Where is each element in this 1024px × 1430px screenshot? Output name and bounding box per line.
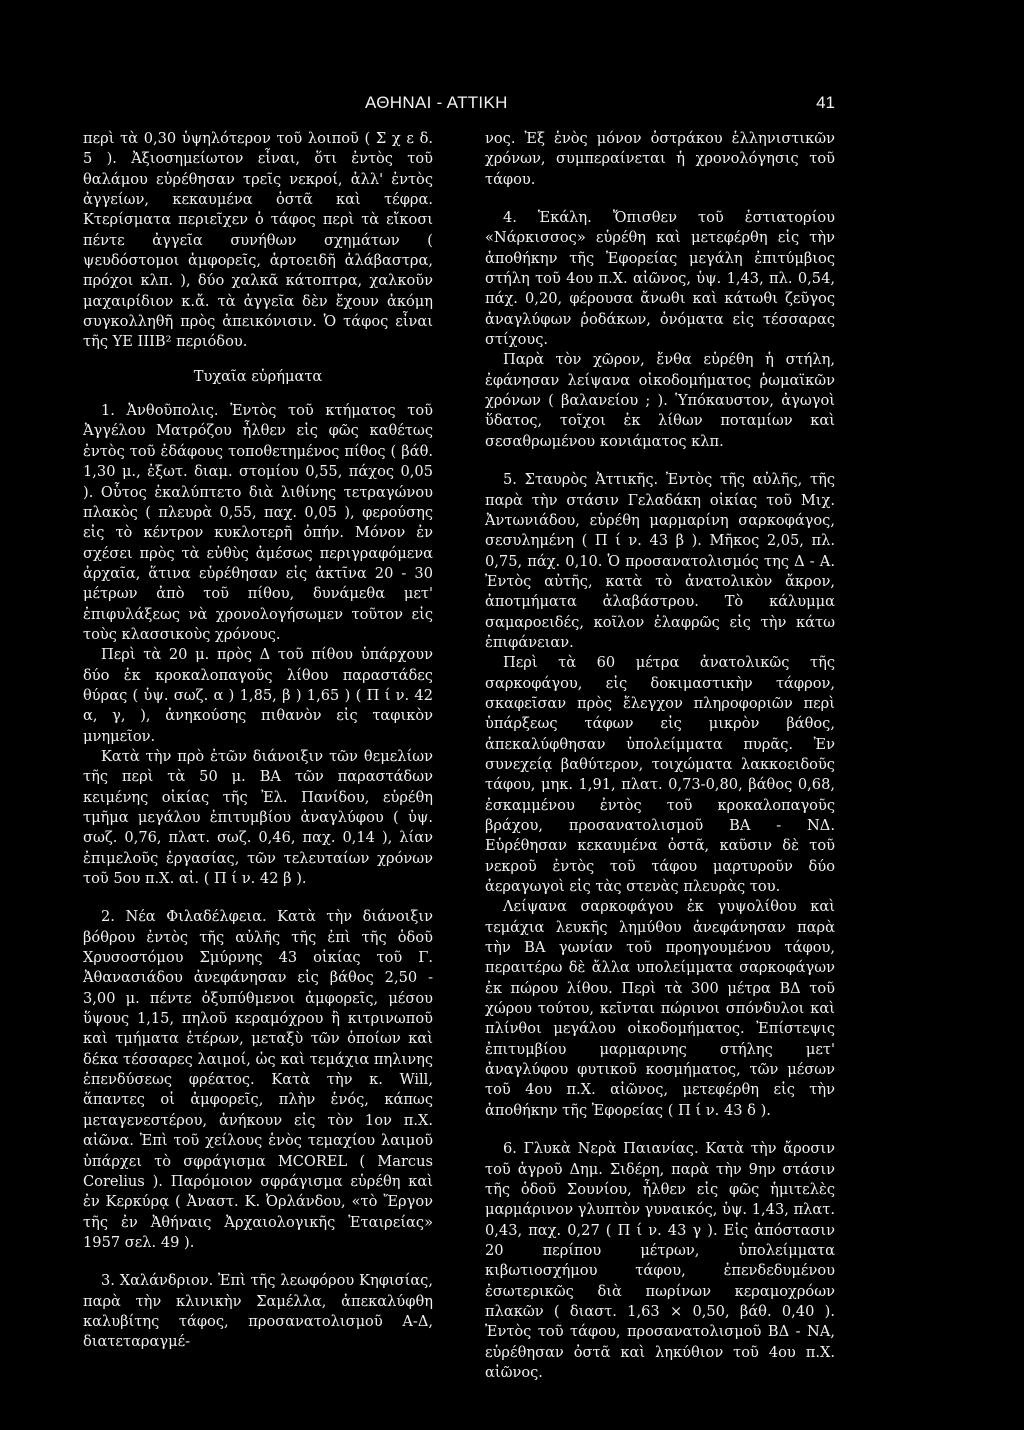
paragraph: περὶ τὰ 0,30 ὑψηλότερον τοῦ λοιποῦ ( Σ χ ε δ. 5 ). Ἀξιοσημείωτον εἶναι, ὅτι ἐντὸς τοῦ θαλάμου εὑρέθησαν τρεῖς νεκροί, ἀλλ' ἐντὸς ἀγγείων, κεκαυμένα ὀστᾶ καὶ τέφρα. Κτερίσματα περιεῖχεν ὁ τάφος περὶ τὰ εἴκοσι πέντε ἀγγεῖα συνήθων σχημάτων ( ψευδόστομοι ἀμφορεῖς, ἀρτοειδῆ ἀλάβαστρα, πρόχοι κλπ. ), δύο χαλκᾶ κάτοπτρα, χαλκοῦν μαχαιρίδιον κ.ἄ. τὰ ἀγγεῖα δὲν ἔχουν ἀκόμη συγκολληθῆ πρὸς ἀπεικόνισιν. Ὁ τάφος εἶναι τῆς ΥΕ ΙΙΙΒ² περιόδου. [83,130,433,351]
left-column [83,129,433,1353]
paragraph: Παρὰ τὸν χῶρον, ἔνθα εὑρέθη ἡ στήλη, ἐφάνησαν λείψανα οἰκοδομήματος ῥωμαϊκῶν χρόνων ( βαλανείου ; ). Ὑπόκαυστον, ἀγωγοὶ ὕδατος, τοῖχοι ἐκ λίθων ποταμίων καὶ σεσαθρωμένου κονιάματος κλπ. [485,351,835,450]
page-number: 41 [816,93,835,112]
paragraph: 5. Σταυρὸς Ἀττικῆς. Ἐντὸς τῆς αὐλῆς, τῆς παρὰ τὴν στάσιν Γελαδάκη οἰκίας τοῦ Μιχ. Ἀντωνιάδου, εὑρέθη μαρμαρίνη σαρκοφάγος, σεσυλημένη ( Π ί ν. 43 β ). Μῆκος 2,05, πλ. 0,75, πάχ. 0,10. Ὁ προσανατολισμός της Δ - Α. Ἐντὸς αὐτῆς, κατὰ τὸ ἀνατολικὸν ἄκρον, ἀποτμήματα ἀλαβάστρου. Τὸ κάλυμμα σαμαροειδές, κοῖλον ἐλαφρῶς εἰς τὴν κάτω ἐπιφάνειαν. [485,471,835,651]
running-title: ΑΘΗΝΑΙ - ΑΤΤΙΚΗ [365,93,508,112]
paragraph: 4. Ἑκάλη. Ὄπισθεν τοῦ ἑστιατορίου «Νάρκισσος» εὑρέθη καὶ μετεφέρθη εἰς τὴν ἀποθήκην τῆς Ἐφορείας μεγάλη ἐπιτύμβιος στήλη τοῦ 4ου π.Χ. αἰῶνος, ὑψ. 1,43, πλ. 0,54, πάχ. 0,20, φέρουσα ἄνωθι καὶ κάτωθι ζεῦγος ἀναγλύφων ῥοδάκων, ὀνόματα εἰς τέσσαρας στίχους. [485,209,835,349]
paragraph: Κατὰ τὴν πρὸ ἐτῶν διάνοιξιν τῶν θεμελίων τῆς περὶ τὰ 50 μ. ΒΑ τῶν παραστάδων κειμένης οἰκίας τῆς Ἐλ. Πανίδου, εὑρέθη τμῆμα μεγάλου ἐπιτυμβίου ἀναγλύφου ( ὑψ. σωζ. 0,76, πλατ. σωζ. 0,46, παχ. 0,14 ), λίαν ἐπιμελοῦς ἐργασίας, τῶν τελευταίων χρόνων τοῦ 5ου π.Χ. αἰ. ( Π ί ν. 42 β ). [83,747,433,888]
paragraph: 6. Γλυκὰ Νερὰ Παιανίας. Κατὰ τὴν ἄροσιν τοῦ ἀγροῦ Δημ. Σιδέρη, παρὰ τὴν 9ην στάσιν τῆς ὁδοῦ Σουνίου, ἦλθεν εἰς φῶς ἡμιτελὲς μαρμάρινον γλυπτὸν γυναικός, ὑψ. 1,43, πλατ. 0,43, παχ. 0,27 ( Π ί ν. 43 γ ). Εἰς ἀπόστασιν 20 περίπου μέτρων, ὑπολείμματα κιβωτιοσχήμου τάφου, ἐπενδεδυμένου ἐσωτερικῶς διὰ πωρίνων κεραμοχρόων πλακῶν ( διαστ. 1,63 × 0,50, βάθ. 0,40 ). Ἐντὸς τοῦ τάφου, προσανατολισμοῦ ΒΔ - ΝΑ, εὑρέθησαν ὀστᾶ καὶ ληκύθιον τοῦ 4ου π.Χ. αἰῶνος. [485,1140,835,1381]
paragraph: 1. Ἀνθοῦπολις. Ἐντὸς τοῦ κτήματος τοῦ Ἀγγέλου Ματρόζου ἦλθεν εἰς φῶς καθέτως ἐντὸς τοῦ ἐδάφους τοποθετημένος πίθος ( βάθ. 1,30 μ., ἐξωτ. διαμ. στομίου 0,55, πάχος 0,05 ). Οὗτος ἐκαλύπτετο διὰ λιθίνης τετραγώνου πλακὸς ( πλευρὰ 0,55, παχ. 0,05 ), φερούσης εἰς τὸ κέντρον κυκλοτερῆ ὀπήν. Μόνον ἐν σχέσει πρὸς τὰ εὐθὺς ἀμέσως περιγραφόμενα ἀρχαῖα, ἅτινα εὑρέθησαν εἰς ἀκτῖνα 20 - 30 μέτρων ἀπὸ τοῦ πίθου, δυνάμεθα μετ' ἐπιφυλάξεως νὰ χρονολογήσωμεν τοῦτον εἰς τοὺς κλασσικοὺς χρόνους. [83,402,433,643]
paragraph: νος. Ἐξ ἑνὸς μόνον ὀστράκου ἑλληνιστικῶν χρόνων, συμπεραίνεται ἡ χρονολόγησις τοῦ τάφου. [485,130,835,188]
paragraph: 3. Χαλάνδριον. Ἐπὶ τῆς λεωφόρου Κηφισίας, παρὰ τὴν κλινικὴν Σαμέλλα, ἀπεκαλύφθη καλυβίτης τάφος, προσανατολισμοῦ Α-Δ, διατεταραγμέ- [83,1272,433,1351]
paragraph: Λείψανα σαρκοφάγου ἐκ γυψολίθου καὶ τεμάχια λευκῆς λημύθου ἀνεφάνησαν παρὰ τὴν ΒΑ γωνίαν τοῦ προηγουμένου τάφου, περαιτέρω δὲ ἄλλα υπολείμματα σαρκοφάγων ἐκ πώρου λίθου. Περὶ τὰ 300 μέτρα ΒΔ τοῦ χώρου τούτου, κεῖνται πώρινοι σπόνδυλοι καὶ πλίνθοι μεγάλου οἰκοδομήματος. Ἐπίστεψις ἐπιτυμβίου μαρμαρινης στήλης μετ' ἀναγλύφου φυτικοῦ κοσμήματος, τῶν μέσων τοῦ 4ου π.Χ. αἰῶνος, μετεφέρθη εἰς τὴν ἀποθήκην τῆς Ἐφορείας ( Π ί ν. 43 δ ). [485,898,835,1119]
paragraph: 2. Νέα Φιλαδέλφεια. Κατὰ τὴν διάνοιξιν βόθρου ἐντὸς τῆς αὐλῆς τῆς ἐπὶ τῆς ὁδοῦ Χρυσοστόμου Σμύρνης 43 οἰκίας τοῦ Γ. Ἀθανασιάδου ἀνεφάνησαν εἰς βάθος 2,50 - 3,00 μ. πέντε ὀξυπύθμενοι ἀμφορεῖς, μέσου ὕψους 1,15, πηλοῦ κεραμόχρου ἢ κιτρινωποῦ καὶ τμήματα ἑτέρων, μεταξὺ τῶν ὁποίων καὶ δέκα τέσσαρες λαιμοί, ὡς καὶ τεμάχια πηλινης ἐπενδύσεως φρέατος. Κατὰ τὴν κ. Will, ἅπαντες οἱ ἀμφορεῖς, πλὴν ἑνός, κάπως μεταγενεστέρου, ἀνήκουν εἰς τὸν 1ον π.Χ. αἰῶνα. Ἐπὶ τοῦ χείλους ἑνὸς τεμαχίου λαιμοῦ ὑπάρχει τὸ σφράγισμα MCOREL ( Marcus Corelius ). Παρόμοιον σφράγισμα εὑρέθη καὶ ἐν Κερκύρᾳ ( Ἀναστ. Κ. Ὀρλάνδου, «τὸ Ἔργον τῆς ἐν Ἀθήναις Ἀρχαιολογικῆς Ἑταιρείας» 1957 σελ. 49 ). [83,908,433,1251]
paragraph: Περὶ τὰ 60 μέτρα ἀνατολικῶς τῆς σαρκοφάγου, εἰς δοκιμαστικὴν τάφρον, σκαφεῖσαν πρὸς ἔλεγχον πληροφοριῶν περὶ ὑπάρξεως τάφων εἰς μικρὸν βάθος, ἀπεκαλύφθησαν ὑπολείμματα πυρᾶς. Ἐν συνεχείᾳ βαθύτερον, τοιχώματα λακκοειδοῦς τάφου, μηκ. 1,91, πλατ. 0,73-0,80, βάθος 0,68, ἐσκαμμένου ἐντὸς τοῦ κροκαλοπαγοῦς βράχου, προσανατολισμοῦ ΒΑ - ΝΔ. Εὑρέθησαν κεκαυμένα ὀστᾶ, καῦσιν δὲ τοῦ νεκροῦ ἐντὸς τοῦ τάφου μαρτυροῦν δύο ἀεραγωγοὶ εἰς τὰς στενὰς πλευρὰς του. [485,654,835,896]
right-column [485,129,835,1383]
page-header [365,93,835,121]
section-heading: Τυχαῖα εὑρήματα [193,367,323,385]
paragraph: Περὶ τὰ 20 μ. πρὸς Δ τοῦ πίθου ὑπάρχουν δύο ἐκ κροκαλοπαγοῦς λίθου παραστάδες θύρας ( ὑψ. σωζ. α ) 1,85, β ) 1,65 ) ( Π ί ν. 42 α, γ, ), ἀνηκούσης πιθανὸν εἰς ταφικὸν μνημεῖον. [83,646,433,745]
